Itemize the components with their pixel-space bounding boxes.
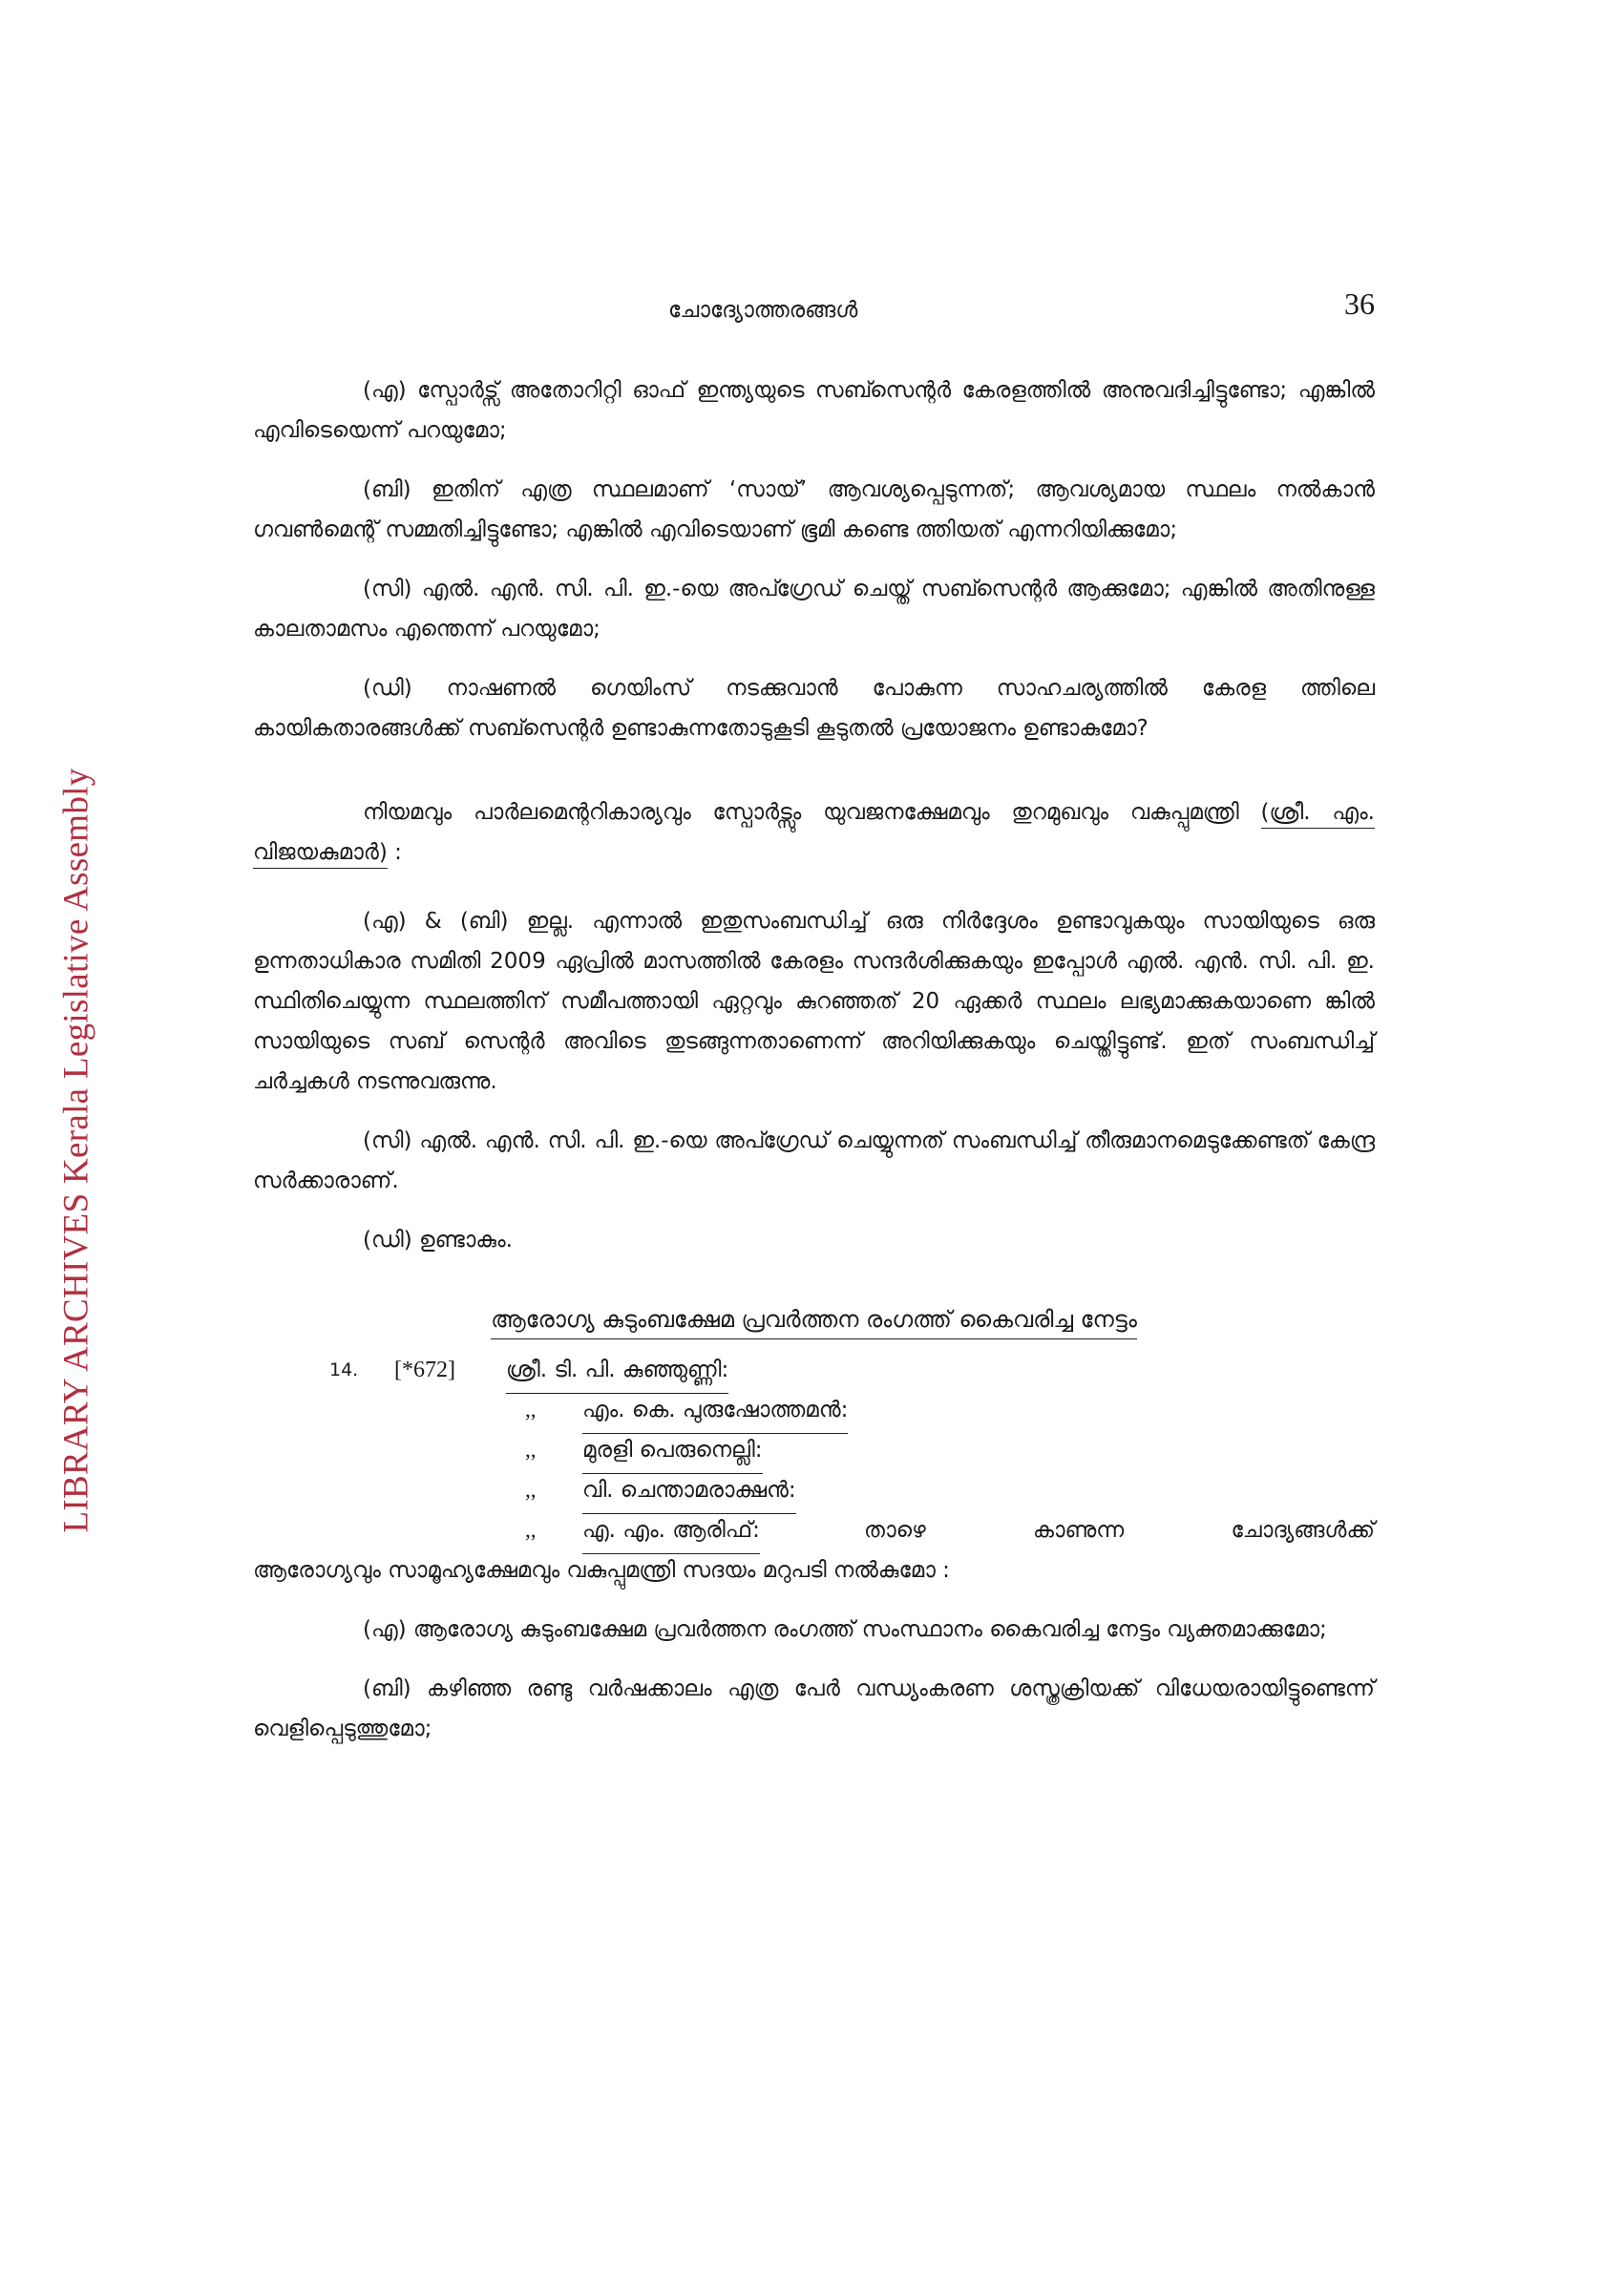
- question-14-part-b: (ബി) കഴിഞ്ഞ രണ്ടു വർഷക്കാലം എത്ര പേർ വന്ധ്യംകരണ ശസ്ത്രക്രിയക്ക് വിധേയരായിട്ടുണ്ടെന്ന് വെളിപ്പെടുത്തുമോ;: [253, 1676, 1375, 1741]
- question-part-a: (എ) സ്പോർട്സ് അതോറിറ്റി ഓഫ് ഇന്ത്യയുടെ സബ്സെന്റർ കേരളത്തിൽ അനുവദിച്ചിട്ടുണ്ടോ; എങ്കിൽ എവിടെയെന്ന് പറയുമോ;: [253, 378, 1375, 443]
- member-line: [253, 1390, 1375, 1430]
- member-line: [253, 1470, 1375, 1510]
- question-part-b: (ബി) ഇതിന് എത്ര സ്ഥലമാണ് ‘സായ്’ ആവശ്യപ്പെടുന്നത്; ആവശ്യമായ സ്ഥലം നൽകാൻ ഗവൺമെന്റ് സമ്മതിച്ചിട്ടുണ്ടോ; എങ്കിൽ എവിടെയാണ് ഭൂമി കണ്ടെ ത്തിയത് എന്നറിയിക്കുമോ;: [253, 477, 1375, 542]
- member-name: വി. ചെന്താമരാക്ഷൻ:: [582, 1470, 796, 1514]
- library-archives-watermark: [48, 754, 105, 1547]
- question-14-block: [253, 1350, 1375, 1590]
- member-name: മുരളി പെരുനെല്ലി:: [582, 1430, 763, 1474]
- answer-a-b: (എ) & (ബി) ഇല്ല. എന്നാൽ ഇതുസംബന്ധിച്ച് ഒരു നിർദ്ദേശം ഉണ്ടാവുകയും സായിയുടെ ഒരു ഉന്നതാധികാര സമിതി 2009 ഏപ്രിൽ മാസത്തിൽ കേരളം സന്ദർശിക്കുകയും ഇപ്പോൾ എൽ. എൻ. സി. പി. ഇ. സ്ഥിതിചെയ്യുന്ന സ്ഥലത്തിന് സമീപത്തായി ഏറ്റവും കുറഞ്ഞത് 20 ഏക്കർ സ്ഥലം ലഭ്യമാക്കുകയാണെ ങ്കിൽ സായിയുടെ സബ് സെന്റർ അവിടെ തുടങ്ങുന്നതാണെന്ന് അറിയിക്കുകയും ചെയ്തിട്ടുണ്ട്. ഇത് സംബന്ധിച്ച് ചർച്ചകൾ നടന്നുവരുന്നു.: [253, 909, 1375, 1094]
- running-title: ചോദ്യോത്തരങ്ങൾ: [668, 298, 858, 323]
- ditto-mark: ,,: [525, 1438, 537, 1462]
- member-name: എം. കെ. പുരുഷോത്തമൻ:: [582, 1390, 848, 1434]
- ditto-mark: ,,: [525, 1398, 537, 1422]
- section-heading: [253, 1306, 1375, 1333]
- answer-c: (സി) എൽ. എൻ. സി. പി. ഇ.-യെ അപ്ഗ്രേഡ് ചെയ്യുന്നത് സംബന്ധിച്ച് തീരുമാനമെടുക്കേണ്ടത് കേന്ദ്ര സർക്കാരാണ്.: [253, 1128, 1375, 1193]
- minister-name: (ശ്രീ. എം. വിജയകുമാർ): [253, 800, 1375, 869]
- minister-colon: :: [394, 840, 402, 865]
- member-name: എ. എം. ആരിഫ്:: [582, 1510, 760, 1554]
- question-14-part-a: (എ) ആരോഗ്യ കുടുംബക്ഷേമ പ്രവർത്തന രംഗത്ത് സംസ്ഥാനം കൈവരിച്ച നേട്ടം വ്യക്തമാക്കുമോ;: [363, 1617, 1327, 1642]
- question-ref: [*672]: [394, 1358, 455, 1382]
- ditto-mark: ,,: [525, 1518, 537, 1542]
- page-number: 36: [1344, 286, 1375, 321]
- section-heading-text: ആരോഗ്യ കുടുംബക്ഷേമ പ്രവർത്തന രംഗത്ത് കൈവരിച്ച നേട്ടം: [491, 1306, 1137, 1339]
- minister-intro: നിയമവും പാർലമെന്ററികാര്യവും സ്പോർട്സും യുവജനക്ഷേമവും തുറമുഖവും വകുപ്പുമന്ത്രി: [363, 800, 1239, 825]
- member-name: ശ്രീ. ടി. പി. കുഞ്ഞുണ്ണി:: [506, 1350, 728, 1394]
- watermark-text: LIBRARY ARCHIVES Kerala Legislative Assembly: [56, 768, 96, 1533]
- member-line: [253, 1510, 1375, 1550]
- ditto-mark: ,,: [525, 1478, 537, 1502]
- member-line: [253, 1430, 1375, 1470]
- minister-line: [253, 792, 1375, 873]
- answer-d: (ഡി) ഉണ്ടാകും.: [363, 1228, 513, 1253]
- question-intro-continuation: ആരോഗ്യവും സാമൂഹ്യക്ഷേമവും വകുപ്പുമന്ത്രി സദയം മറുപടി നൽകുമോ :: [253, 1558, 950, 1583]
- question-number: 14.: [329, 1359, 359, 1380]
- question-14-first-line: [253, 1350, 1375, 1390]
- question-part-d: (ഡി) നാഷണൽ ഗെയിംസ് നടക്കുവാൻ പോകുന്ന സാഹചര്യത്തിൽ കേരള ത്തിലെ കായികതാരങ്ങൾക്ക് സബ്സെന്റർ ഉണ്ടാകുന്നതോടുകൂടി കൂടുതൽ പ്രയോജനം ഉണ്ടാകുമോ?: [253, 676, 1375, 741]
- question-intro-tail: താഴെ കാണുന്ന ചോദ്യങ്ങൾക്ക്: [864, 1518, 1375, 1543]
- document-page: [253, 286, 1375, 1749]
- page-header: [253, 286, 1375, 334]
- question-part-c: (സി) എൽ. എൻ. സി. പി. ഇ.-യെ അപ്ഗ്രേഡ് ചെയ്ത് സബ്സെന്റർ ആക്കുമോ; എങ്കിൽ അതിനുള്ള കാലതാമസം എന്തെന്ന് പറയുമോ;: [253, 577, 1375, 642]
